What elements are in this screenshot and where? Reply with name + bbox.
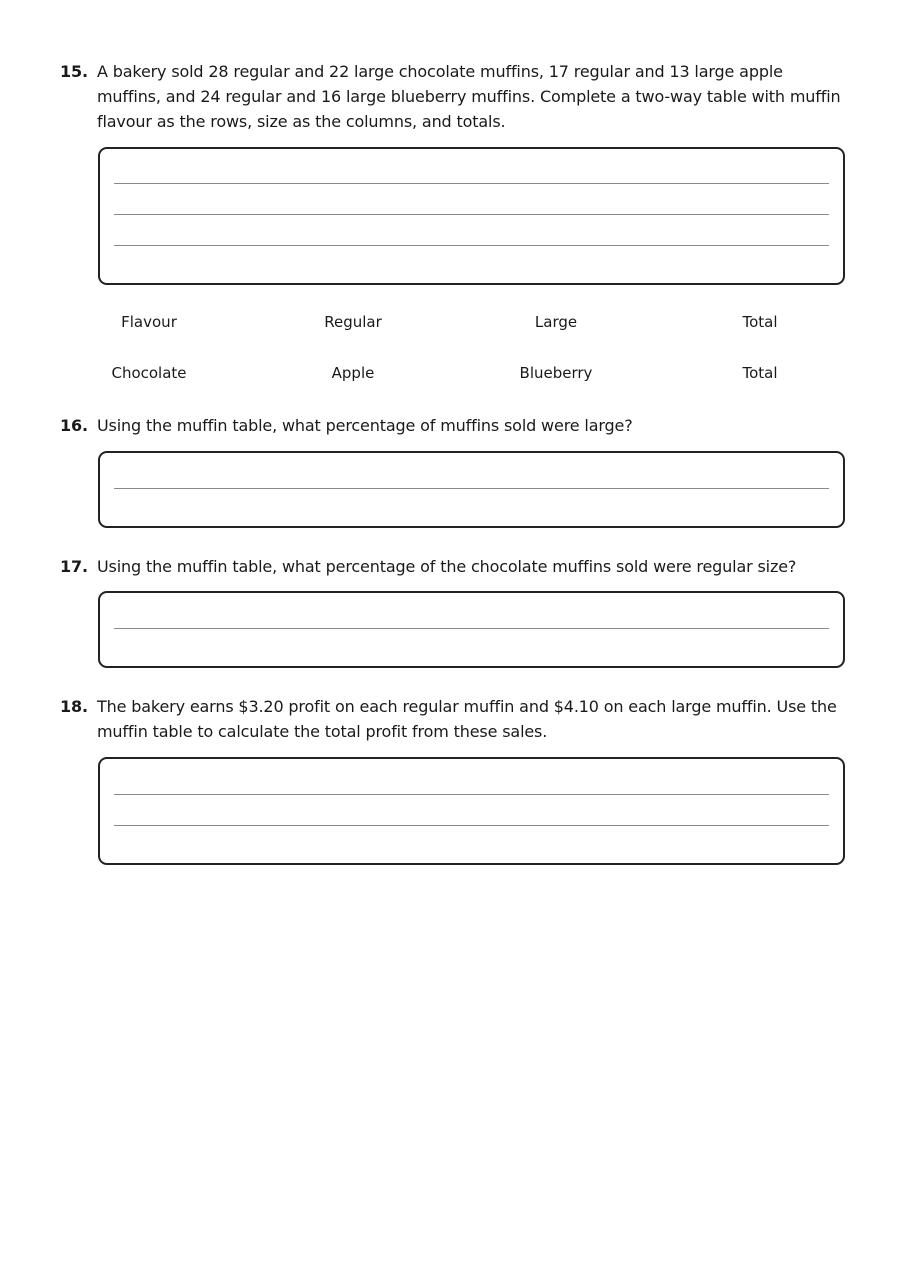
question-17-head (60, 554, 850, 579)
label-flavour: Flavour (121, 313, 177, 331)
answer-line (114, 794, 829, 795)
answer-box-18[interactable] (98, 757, 845, 865)
question-text: The bakery earns $3.20 profit on each regular muffin and $4.10 on each large muffin. Use the muffin table to calculate the total profit from these sales. (97, 697, 837, 741)
question-18 (60, 694, 850, 744)
answer-line (114, 628, 829, 629)
question-15 (60, 59, 850, 134)
label-total: Total (742, 313, 778, 331)
question-16-head (60, 413, 850, 438)
question-number: 18. (60, 697, 88, 716)
answer-line (114, 825, 829, 826)
answer-line (114, 183, 829, 184)
question-number: 15. (60, 62, 88, 81)
question-18-head (60, 694, 850, 744)
question-number: 16. (60, 416, 88, 435)
answer-box-17[interactable] (98, 591, 845, 668)
answer-box-16[interactable] (98, 451, 845, 528)
question-15-head (60, 59, 850, 134)
question-text: Using the muffin table, what percentage of the chocolate muffins sold were regular size? (97, 557, 797, 576)
question-number: 17. (60, 557, 88, 576)
label-blueberry: Blueberry (519, 364, 593, 382)
answer-line (114, 245, 829, 246)
label-total-row: Total (742, 364, 778, 382)
question-17 (60, 554, 850, 579)
label-regular: Regular (324, 313, 382, 331)
table-header-labels (60, 311, 850, 333)
answer-box-15[interactable] (98, 147, 845, 285)
question-text: A bakery sold 28 regular and 22 large chocolate muffins, 17 regular and 13 large apple muffins, and 24 regular and 16 large blueberry muffins. Complete a two-way table with muffin flavour as the rows, size as the columns, and totals. (97, 62, 841, 131)
question-16 (60, 413, 850, 438)
label-large: Large (534, 313, 578, 331)
table-row-labels (60, 362, 850, 384)
answer-line (114, 488, 829, 489)
question-text: Using the muffin table, what percentage of muffins sold were large? (97, 416, 633, 435)
answer-line (114, 214, 829, 215)
label-chocolate: Chocolate (111, 364, 187, 382)
label-apple: Apple (331, 364, 375, 382)
